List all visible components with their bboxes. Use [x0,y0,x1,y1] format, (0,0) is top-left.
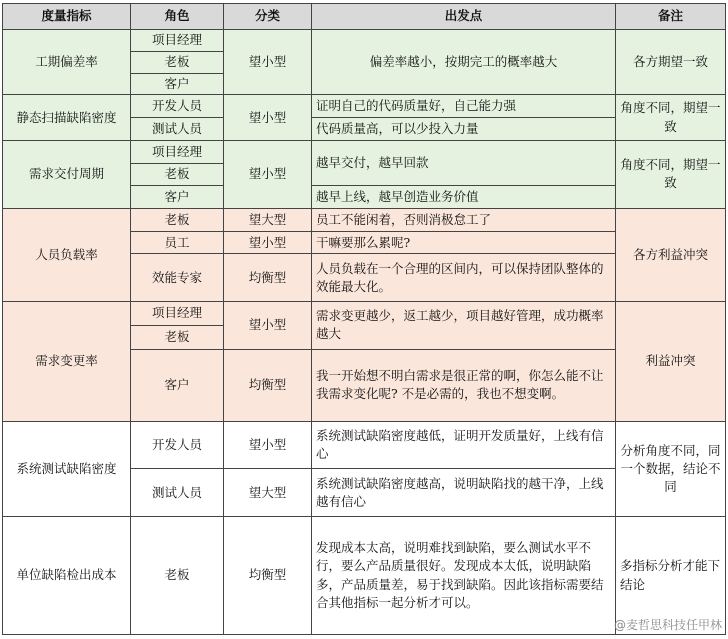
role-cell: 项目经理 [131,29,224,51]
starting-point-cell: 人员负载在一个合理的区间内，可以保持团队整体的效能最大化。 [312,254,616,302]
starting-point-cell: 需求变更越少，返工越少，项目越好管理，成功概率越大 [312,302,616,350]
table-row [3,302,726,326]
role-cell: 项目经理 [131,140,224,163]
note-cell: 角度不同，期望一致 [616,95,726,140]
note-cell: 各方利益冲突 [616,209,726,302]
category-cell: 望小型 [224,95,312,140]
starting-point-cell: 发现成本太高，说明难找到缺陷，要么测试水平不行，要么产品质量很好。发现成本太低，说明缺陷多，产品质量差，易于找到缺陷。因此该指标需要结合其他指标一起分析才可以。 [312,517,616,635]
category-cell: 望大型 [224,469,312,517]
table-row [3,95,726,118]
category-cell: 望小型 [224,302,312,350]
role-cell: 老板 [131,325,224,349]
table-row [3,29,726,51]
starting-point-cell: 我一开始想不明白需求是很正常的啊，你怎么能不让我需求变化呢? 不是必需的，我也不想变啊。 [312,349,616,421]
header-row [3,4,726,30]
category-cell: 望小型 [224,421,312,469]
table-row [3,209,726,232]
watermark: @麦哲思科技任甲林 [613,618,722,632]
note-cell: 角度不同，期望一致 [616,140,726,208]
starting-point-cell: 员工不能闲着，否则消极怠工了 [312,209,616,232]
role-cell: 开发人员 [131,95,224,118]
starting-point-cell: 干嘛要那么累呢? [312,231,616,254]
metric-cell: 工期偏差率 [3,29,131,94]
note-cell: 利益冲突 [616,302,726,422]
role-cell: 老板 [131,209,224,232]
metric-cell: 静态扫描缺陷密度 [3,95,131,140]
role-cell: 老板 [131,51,224,73]
role-cell: 客户 [131,73,224,95]
starting-point-cell: 偏差率越小，按期完工的概率越大 [312,29,616,94]
category-cell: 望小型 [224,231,312,254]
table-row [3,140,726,163]
metric-cell: 需求变更率 [3,302,131,422]
role-cell: 测试人员 [131,118,224,141]
starting-point-cell: 越早交付，越早回款 [312,140,616,185]
metric-cell: 系统测试缺陷密度 [3,421,131,516]
role-cell: 效能专家 [131,254,224,302]
header-category: 分类 [224,4,312,30]
header-metric: 度量指标 [3,4,131,30]
category-cell: 均衡型 [224,254,312,302]
category-cell: 均衡型 [224,349,312,421]
header-role: 角色 [131,4,224,30]
table-row [3,421,726,469]
header-note: 备注 [616,4,726,30]
role-cell: 测试人员 [131,469,224,517]
category-cell: 望大型 [224,209,312,232]
category-cell: 均衡型 [224,517,312,635]
metric-cell: 人员负载率 [3,209,131,302]
note-cell: 多指标分析才能下结论 [616,517,726,635]
metric-cell: 单位缺陷检出成本 [3,517,131,635]
category-cell: 望小型 [224,29,312,94]
role-cell: 客户 [131,186,224,209]
starting-point-cell: 系统测试缺陷密度越高，说明缺陷找的越干净，上线越有信心 [312,469,616,517]
role-cell: 老板 [131,163,224,186]
role-cell: 老板 [131,517,224,635]
role-cell: 客户 [131,349,224,421]
role-cell: 开发人员 [131,421,224,469]
starting-point-cell: 代码质量高，可以少投入力量 [312,118,616,141]
note-cell: 各方期望一致 [616,29,726,94]
starting-point-cell: 系统测试缺陷密度越低，证明开发质量好，上线有信心 [312,421,616,469]
category-cell: 望小型 [224,140,312,208]
role-cell: 项目经理 [131,302,224,326]
role-cell: 员工 [131,231,224,254]
metrics-table [2,3,726,635]
header-starting-point: 出发点 [312,4,616,30]
starting-point-cell: 越早上线，越早创造业务价值 [312,186,616,209]
metric-cell: 需求交付周期 [3,140,131,208]
note-cell: 分析角度不同，同一个数据，结论不同 [616,421,726,516]
starting-point-cell: 证明自己的代码质量好，自己能力强 [312,95,616,118]
